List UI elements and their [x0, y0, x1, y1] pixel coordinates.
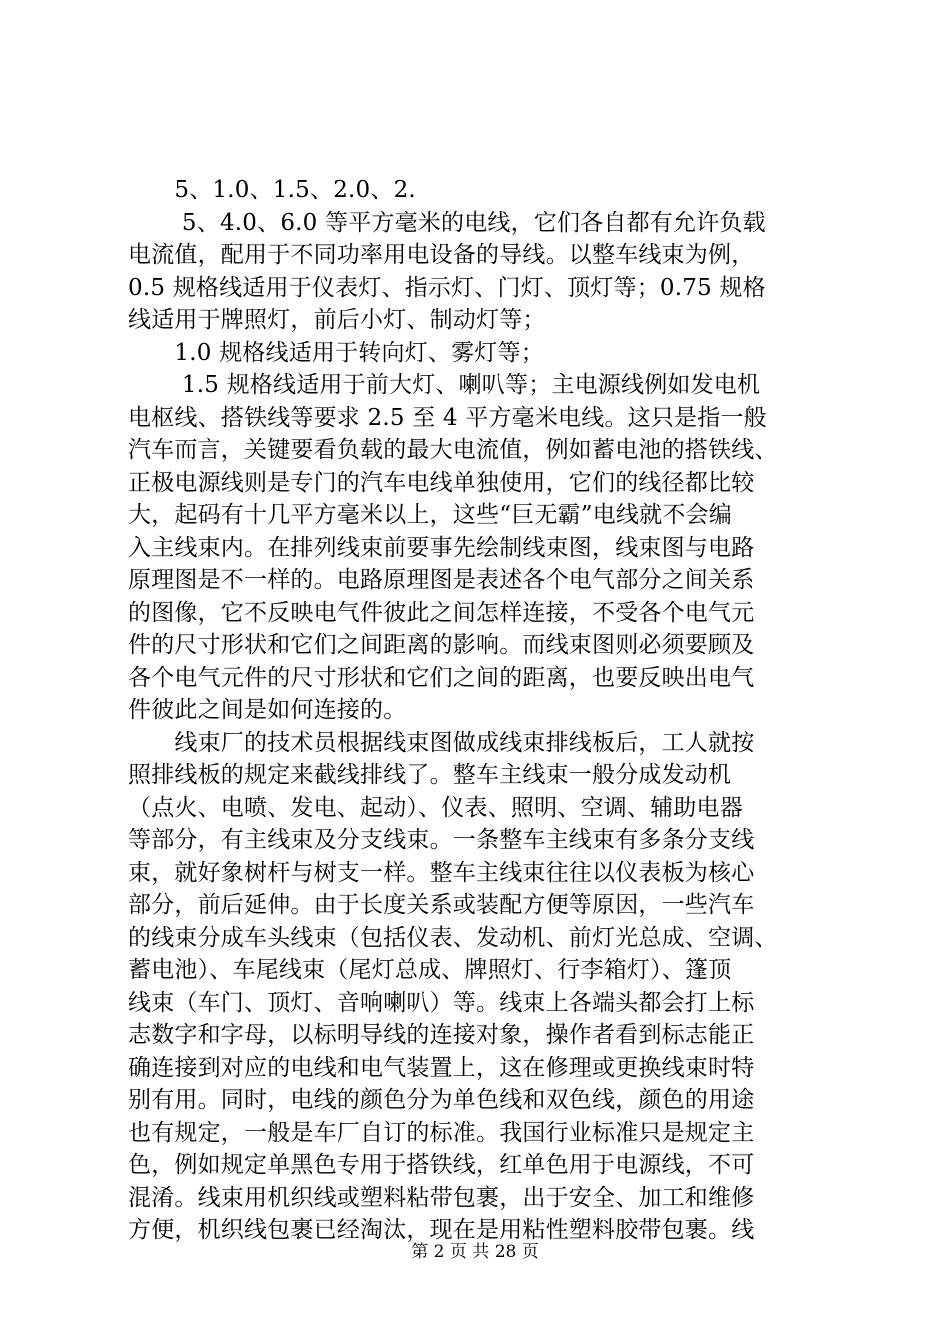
text-line: （点火、电喷、发电、起动）、仪表、照明、空调、辅助电器 — [128, 794, 743, 821]
text-line: 汽车而言，关键要看负载的最大电流值，例如蓄电池的搭铁线、 — [128, 437, 778, 463]
text-line: 志数字和字母，以标明导线的连接对象，操作者看到标志能正 — [128, 1022, 755, 1048]
text-line: 线束厂的技术员根据线束图做成线束排线板后，工人就按 — [128, 729, 755, 756]
text-line: 正极电源线则是专门的汽车电线单独使用，它们的线径都比较 — [128, 469, 755, 496]
text-line: 的线束分成车头线束（包括仪表、发动机、前灯光总成、空调、 — [128, 924, 778, 951]
text-line: 电流值，配用于不同功率用电设备的导线。以整车线束为例， — [128, 242, 755, 268]
text-line: 5、1.0、1.5、2.0、2. — [128, 177, 416, 203]
text-line: 蓄电池）、车尾线束（尾灯总成、牌照灯、行李箱灯）、篷顶 — [128, 957, 732, 983]
text-line: 大，起码有十几平方毫米以上，这些“巨无霸”电线就不会编 — [128, 502, 732, 528]
text-line: 方便，机织线包裹已经淘汰，现在是用粘性塑料胶带包裹。线 — [128, 1217, 755, 1243]
text-line: 各个电气元件的尺寸形状和它们之间的距离，也要反映出电气 — [128, 664, 755, 691]
text-line: 1.0 规格线适用于转向灯、雾灯等； — [128, 339, 544, 366]
body-text — [128, 174, 838, 1247]
text-line: 0.5 规格线适用于仪表灯、指示灯、门灯、顶灯等；0.75 规格 — [128, 274, 766, 301]
text-line: 别有用。同时，电线的颜色分为单色线和双色线，颜色的用途 — [128, 1087, 755, 1113]
text-line: 色，例如规定单黑色专用于搭铁线，红单色用于电源线，不可 — [128, 1152, 755, 1178]
text-line: 件彼此之间是如何连接的。 — [128, 697, 407, 723]
text-line: 束，就好象树杆与树支一样。整车主线束往往以仪表板为核心 — [128, 859, 755, 886]
text-line: 混淆。线束用机织线或塑料粘带包裹，出于安全、加工和维修 — [128, 1184, 755, 1211]
text-line: 电枢线、搭铁线等要求 2.5 至 4 平方毫米电线。这只是指一般 — [128, 404, 767, 431]
text-line: 1.5 规格线适用于前大灯、喇叭等；主电源线例如发电机 — [128, 372, 761, 398]
text-line: 入主线束内。在排列线束前要事先绘制线束图，线束图与电路 — [128, 534, 755, 561]
text-line: 线适用于牌照灯，前后小灯、制动灯等； — [128, 307, 546, 333]
text-line: 也有规定，一般是车厂自订的标准。我国行业标准只是规定主 — [128, 1119, 755, 1146]
text-line: 等部分，有主线束及分支线束。一条整车主线束有多条分支线 — [128, 827, 755, 853]
text-line: 5、4.0、6.0 等平方毫米的电线，它们各自都有允许负载 — [128, 209, 766, 236]
text-line: 的图像，它不反映电气件彼此之间怎样连接，不受各个电气元 — [128, 599, 755, 626]
text-line: 照排线板的规定来截线排线了。整车主线束一般分成发动机 — [128, 762, 732, 788]
page-footer: 第 2 页 共 28 页 — [411, 1242, 539, 1262]
text-line: 原理图是不一样的。电路原理图是表述各个电气部分之间关系 — [128, 567, 755, 593]
text-line: 确连接到对应的电线和电气装置上，这在修理或更换线束时特 — [128, 1054, 755, 1081]
text-line: 件的尺寸形状和它们之间距离的影响。而线束图则必须要顾及 — [128, 632, 755, 658]
text-line: 部分，前后延伸。由于长度关系或装配方便等原因，一些汽车 — [128, 892, 755, 918]
text-line: 线束（车门、顶灯、音响喇叭）等。线束上各端头都会打上标 — [128, 989, 755, 1016]
